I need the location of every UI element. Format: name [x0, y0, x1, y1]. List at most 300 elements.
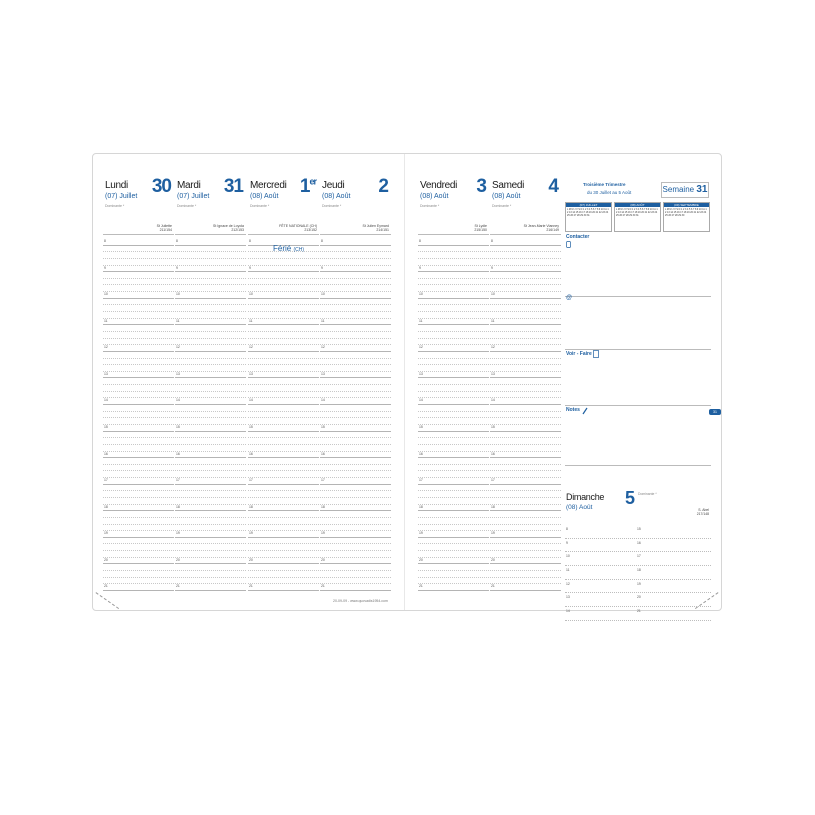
hour-row[interactable]: [320, 398, 391, 405]
hour-row[interactable]: [248, 279, 319, 286]
hour-row[interactable]: [175, 292, 246, 299]
hour-row[interactable]: [490, 518, 561, 525]
hour-row[interactable]: [490, 299, 561, 306]
hour-row[interactable]: [418, 471, 489, 478]
hour-row[interactable]: [248, 285, 319, 292]
hour-row[interactable]: [103, 332, 174, 339]
hour-row[interactable]: [418, 352, 489, 359]
hour-row[interactable]: [418, 538, 489, 545]
hour-row[interactable]: [103, 279, 174, 286]
hour-row[interactable]: [320, 345, 391, 352]
hour-row[interactable]: [418, 332, 489, 339]
hour-row[interactable]: [175, 478, 246, 485]
hour-row[interactable]: [248, 385, 319, 392]
hour-row[interactable]: [103, 518, 174, 525]
hour-row[interactable]: [320, 339, 391, 346]
hour-row[interactable]: [320, 558, 391, 565]
hour-row[interactable]: [175, 458, 246, 465]
hour-row[interactable]: [103, 505, 174, 512]
hour-row[interactable]: [490, 252, 561, 259]
sunday-hour-row[interactable]: [565, 539, 711, 553]
hour-row[interactable]: [490, 531, 561, 538]
hour-row[interactable]: [490, 525, 561, 532]
hour-row[interactable]: [248, 505, 319, 512]
hour-row[interactable]: [103, 498, 174, 505]
hour-row[interactable]: [320, 452, 391, 459]
hour-row[interactable]: [490, 279, 561, 286]
sunday-hour-row[interactable]: [565, 607, 711, 621]
hour-row[interactable]: [175, 551, 246, 558]
hour-row[interactable]: [175, 445, 246, 452]
hour-row[interactable]: [490, 498, 561, 505]
hour-row[interactable]: [418, 564, 489, 571]
hour-row[interactable]: [248, 465, 319, 472]
hour-row[interactable]: [103, 339, 174, 346]
hour-row[interactable]: [320, 531, 391, 538]
hour-row[interactable]: [175, 405, 246, 412]
hour-row[interactable]: [103, 538, 174, 545]
hour-row[interactable]: [103, 418, 174, 425]
hour-row[interactable]: [320, 392, 391, 399]
hour-row[interactable]: [175, 465, 246, 472]
hour-row[interactable]: [175, 425, 246, 432]
hour-row[interactable]: [490, 312, 561, 319]
hour-row[interactable]: [418, 558, 489, 565]
hour-row[interactable]: [490, 445, 561, 452]
hour-row[interactable]: [418, 392, 489, 399]
hour-row[interactable]: [175, 511, 246, 518]
hour-row[interactable]: [320, 478, 391, 485]
hour-row[interactable]: [320, 584, 391, 591]
hour-row[interactable]: [248, 259, 319, 266]
hour-row[interactable]: [418, 339, 489, 346]
hour-row[interactable]: [103, 252, 174, 259]
hour-row[interactable]: [103, 312, 174, 319]
hour-row[interactable]: [248, 418, 319, 425]
hour-row[interactable]: [248, 551, 319, 558]
hour-row[interactable]: [490, 239, 561, 246]
hour-row[interactable]: [103, 458, 174, 465]
hour-row[interactable]: [103, 584, 174, 591]
hour-row[interactable]: [103, 405, 174, 412]
hour-row[interactable]: [418, 292, 489, 299]
hour-row[interactable]: [103, 478, 174, 485]
hour-row[interactable]: [418, 478, 489, 485]
hour-row[interactable]: [248, 478, 319, 485]
hour-row[interactable]: [175, 259, 246, 266]
hour-row[interactable]: [490, 385, 561, 392]
hour-row[interactable]: [490, 405, 561, 412]
hour-row[interactable]: [320, 266, 391, 273]
sunday-hour-row[interactable]: [565, 593, 711, 607]
hour-row[interactable]: [248, 339, 319, 346]
hour-row[interactable]: [103, 432, 174, 439]
hour-row[interactable]: [248, 398, 319, 405]
hour-row[interactable]: [175, 392, 246, 399]
hour-row[interactable]: [320, 511, 391, 518]
hour-row[interactable]: [490, 438, 561, 445]
hour-row[interactable]: [103, 558, 174, 565]
hour-row[interactable]: [418, 445, 489, 452]
hour-row[interactable]: [418, 279, 489, 286]
hour-row[interactable]: [248, 345, 319, 352]
hour-row[interactable]: [490, 558, 561, 565]
hour-row[interactable]: [175, 452, 246, 459]
hour-row[interactable]: [103, 465, 174, 472]
hour-row[interactable]: [490, 339, 561, 346]
hour-row[interactable]: [490, 471, 561, 478]
hour-row[interactable]: [418, 544, 489, 551]
hour-row[interactable]: [248, 584, 319, 591]
hour-row[interactable]: [175, 266, 246, 273]
hour-row[interactable]: [490, 352, 561, 359]
hour-row[interactable]: [248, 458, 319, 465]
hour-row[interactable]: [490, 505, 561, 512]
hour-row[interactable]: [175, 339, 246, 346]
hour-row[interactable]: [175, 578, 246, 585]
hour-row[interactable]: [418, 485, 489, 492]
hour-row[interactable]: [418, 438, 489, 445]
hour-row[interactable]: [490, 578, 561, 585]
hour-row[interactable]: [320, 239, 391, 246]
hour-row[interactable]: [248, 332, 319, 339]
hour-row[interactable]: [248, 471, 319, 478]
hour-row[interactable]: [175, 571, 246, 578]
sunday-hour-row[interactable]: [565, 552, 711, 566]
hour-row[interactable]: [175, 432, 246, 439]
hour-row[interactable]: [103, 511, 174, 518]
hour-row[interactable]: [103, 571, 174, 578]
hour-row[interactable]: [175, 378, 246, 385]
hour-row[interactable]: [418, 518, 489, 525]
hour-row[interactable]: [490, 538, 561, 545]
hour-row[interactable]: [320, 465, 391, 472]
hour-row[interactable]: [320, 425, 391, 432]
hour-row[interactable]: [490, 272, 561, 279]
hour-row[interactable]: [248, 352, 319, 359]
hour-row[interactable]: [418, 425, 489, 432]
hour-row[interactable]: [490, 378, 561, 385]
hour-row[interactable]: [103, 551, 174, 558]
hour-row[interactable]: [175, 285, 246, 292]
hour-row[interactable]: [103, 272, 174, 279]
hour-row[interactable]: [103, 372, 174, 379]
hour-row[interactable]: [248, 325, 319, 332]
hour-row[interactable]: [175, 491, 246, 498]
hour-row[interactable]: [490, 412, 561, 419]
hour-row[interactable]: [175, 352, 246, 359]
hour-row[interactable]: [320, 498, 391, 505]
hour-row[interactable]: [248, 312, 319, 319]
hour-row[interactable]: [418, 259, 489, 266]
hour-row[interactable]: [175, 385, 246, 392]
week-tab[interactable]: 31: [709, 409, 721, 415]
hour-row[interactable]: [490, 418, 561, 425]
hour-row[interactable]: [103, 525, 174, 532]
hour-row[interactable]: [103, 398, 174, 405]
hour-row[interactable]: [320, 505, 391, 512]
hour-row[interactable]: [320, 551, 391, 558]
hour-row[interactable]: [248, 292, 319, 299]
hour-row[interactable]: [320, 365, 391, 372]
hour-row[interactable]: [103, 491, 174, 498]
hour-row[interactable]: [320, 578, 391, 585]
hour-row[interactable]: [248, 485, 319, 492]
hour-row[interactable]: [490, 564, 561, 571]
hour-row[interactable]: [320, 359, 391, 366]
hour-row[interactable]: [490, 305, 561, 312]
hour-row[interactable]: [103, 325, 174, 332]
hour-row[interactable]: [248, 452, 319, 459]
hour-row[interactable]: [175, 246, 246, 253]
hour-row[interactable]: [418, 491, 489, 498]
hour-row[interactable]: [175, 544, 246, 551]
hour-row[interactable]: [248, 544, 319, 551]
hour-row[interactable]: [320, 305, 391, 312]
hour-row[interactable]: [320, 445, 391, 452]
hour-row[interactable]: [320, 525, 391, 532]
hour-row[interactable]: [175, 332, 246, 339]
hour-row[interactable]: [248, 432, 319, 439]
hour-row[interactable]: [103, 412, 174, 419]
hour-row[interactable]: [418, 246, 489, 253]
hour-row[interactable]: [248, 305, 319, 312]
hour-row[interactable]: [248, 491, 319, 498]
hour-row[interactable]: [248, 498, 319, 505]
hour-row[interactable]: [418, 266, 489, 273]
hour-row[interactable]: [175, 325, 246, 332]
hour-row[interactable]: [490, 584, 561, 591]
hour-row[interactable]: [175, 518, 246, 525]
hour-row[interactable]: [320, 332, 391, 339]
hour-row[interactable]: [103, 259, 174, 266]
hour-row[interactable]: [490, 465, 561, 472]
hour-row[interactable]: [418, 359, 489, 366]
hour-row[interactable]: [248, 558, 319, 565]
hour-row[interactable]: [103, 246, 174, 253]
hour-row[interactable]: [103, 345, 174, 352]
hour-row[interactable]: [103, 438, 174, 445]
hour-row[interactable]: [175, 319, 246, 326]
hour-row[interactable]: [490, 425, 561, 432]
hour-row[interactable]: [490, 259, 561, 266]
hour-row[interactable]: [103, 392, 174, 399]
hour-row[interactable]: [418, 498, 489, 505]
hour-row[interactable]: [418, 412, 489, 419]
hour-row[interactable]: [418, 465, 489, 472]
hour-row[interactable]: [103, 471, 174, 478]
hour-row[interactable]: [175, 538, 246, 545]
hour-row[interactable]: [248, 511, 319, 518]
hour-row[interactable]: [320, 325, 391, 332]
hour-row[interactable]: [248, 319, 319, 326]
hour-row[interactable]: [418, 312, 489, 319]
hour-row[interactable]: [175, 305, 246, 312]
hour-row[interactable]: [490, 478, 561, 485]
hour-row[interactable]: [320, 485, 391, 492]
hour-row[interactable]: [320, 432, 391, 439]
hour-row[interactable]: [490, 285, 561, 292]
hour-row[interactable]: [320, 285, 391, 292]
hour-row[interactable]: [320, 292, 391, 299]
hour-row[interactable]: [103, 319, 174, 326]
sunday-hour-row[interactable]: [565, 525, 711, 539]
hour-row[interactable]: [175, 345, 246, 352]
hour-row[interactable]: [490, 359, 561, 366]
hour-row[interactable]: [175, 525, 246, 532]
hour-row[interactable]: [248, 299, 319, 306]
hour-row[interactable]: [175, 558, 246, 565]
hour-row[interactable]: [103, 531, 174, 538]
hour-row[interactable]: [103, 485, 174, 492]
hour-row[interactable]: [418, 452, 489, 459]
hour-row[interactable]: [103, 578, 174, 585]
hour-row[interactable]: [248, 525, 319, 532]
hour-row[interactable]: [175, 312, 246, 319]
hour-row[interactable]: [320, 438, 391, 445]
hour-row[interactable]: [248, 564, 319, 571]
hour-row[interactable]: [175, 272, 246, 279]
hour-row[interactable]: [490, 571, 561, 578]
hour-row[interactable]: [248, 571, 319, 578]
hour-row[interactable]: [103, 299, 174, 306]
hour-row[interactable]: [320, 458, 391, 465]
hour-row[interactable]: [248, 365, 319, 372]
hour-row[interactable]: [175, 531, 246, 538]
hour-row[interactable]: [175, 505, 246, 512]
hour-row[interactable]: [175, 412, 246, 419]
hour-row[interactable]: [103, 239, 174, 246]
hour-row[interactable]: [490, 325, 561, 332]
hour-row[interactable]: [320, 299, 391, 306]
hour-row[interactable]: [490, 511, 561, 518]
hour-row[interactable]: [418, 385, 489, 392]
hour-row[interactable]: [320, 378, 391, 385]
sunday-hour-row[interactable]: [565, 566, 711, 580]
hour-row[interactable]: [175, 438, 246, 445]
hour-row[interactable]: [490, 332, 561, 339]
hour-row[interactable]: [103, 292, 174, 299]
hour-row[interactable]: [103, 359, 174, 366]
hour-row[interactable]: [320, 405, 391, 412]
hour-row[interactable]: [103, 365, 174, 372]
hour-row[interactable]: [175, 365, 246, 372]
hour-row[interactable]: [175, 372, 246, 379]
hour-row[interactable]: [490, 292, 561, 299]
hour-row[interactable]: [175, 239, 246, 246]
hour-row[interactable]: [175, 471, 246, 478]
hour-row[interactable]: [320, 471, 391, 478]
hour-row[interactable]: [490, 246, 561, 253]
hour-row[interactable]: [490, 345, 561, 352]
hour-row[interactable]: [320, 544, 391, 551]
hour-row[interactable]: [320, 491, 391, 498]
hour-row[interactable]: [490, 372, 561, 379]
hour-row[interactable]: [320, 571, 391, 578]
hour-row[interactable]: [418, 365, 489, 372]
hour-row[interactable]: [418, 325, 489, 332]
hour-row[interactable]: [418, 525, 489, 532]
hour-row[interactable]: [418, 432, 489, 439]
hour-row[interactable]: [248, 405, 319, 412]
sunday-hour-row[interactable]: [565, 580, 711, 594]
hour-row[interactable]: [320, 259, 391, 266]
hour-row[interactable]: [103, 266, 174, 273]
hour-row[interactable]: [320, 564, 391, 571]
hour-row[interactable]: [248, 359, 319, 366]
hour-row[interactable]: [248, 412, 319, 419]
hour-row[interactable]: [490, 432, 561, 439]
hour-row[interactable]: [490, 452, 561, 459]
hour-row[interactable]: [103, 285, 174, 292]
hour-row[interactable]: [418, 319, 489, 326]
hour-row[interactable]: [418, 398, 489, 405]
hour-row[interactable]: [418, 505, 489, 512]
hour-row[interactable]: [490, 544, 561, 551]
hour-row[interactable]: [320, 312, 391, 319]
hour-row[interactable]: [103, 544, 174, 551]
hour-row[interactable]: [248, 252, 319, 259]
hour-row[interactable]: [103, 564, 174, 571]
hour-row[interactable]: [175, 485, 246, 492]
hour-row[interactable]: [248, 518, 319, 525]
hour-row[interactable]: [320, 246, 391, 253]
hour-row[interactable]: [103, 425, 174, 432]
hour-row[interactable]: [248, 531, 319, 538]
hour-row[interactable]: [103, 352, 174, 359]
hour-row[interactable]: [418, 405, 489, 412]
hour-row[interactable]: [248, 266, 319, 273]
hour-row[interactable]: [175, 584, 246, 591]
hour-row[interactable]: [418, 531, 489, 538]
hour-row[interactable]: [320, 538, 391, 545]
hour-row[interactable]: [418, 551, 489, 558]
hour-row[interactable]: [103, 385, 174, 392]
hour-row[interactable]: [490, 458, 561, 465]
hour-row[interactable]: [418, 239, 489, 246]
hour-row[interactable]: [248, 372, 319, 379]
hour-row[interactable]: [418, 578, 489, 585]
hour-row[interactable]: [320, 518, 391, 525]
hour-row[interactable]: [175, 252, 246, 259]
hour-row[interactable]: [490, 365, 561, 372]
hour-row[interactable]: [490, 266, 561, 273]
hour-row[interactable]: [248, 438, 319, 445]
hour-row[interactable]: [320, 412, 391, 419]
hour-row[interactable]: [418, 299, 489, 306]
hour-row[interactable]: [490, 398, 561, 405]
hour-row[interactable]: [320, 352, 391, 359]
hour-row[interactable]: [490, 392, 561, 399]
hour-row[interactable]: [175, 359, 246, 366]
hour-row[interactable]: [418, 345, 489, 352]
hour-row[interactable]: [490, 319, 561, 326]
hour-row[interactable]: [248, 378, 319, 385]
hour-row[interactable]: [248, 272, 319, 279]
hour-row[interactable]: [490, 485, 561, 492]
hour-row[interactable]: [320, 252, 391, 259]
hour-row[interactable]: [103, 305, 174, 312]
hour-row[interactable]: [320, 385, 391, 392]
hour-row[interactable]: [248, 445, 319, 452]
hour-row[interactable]: [418, 458, 489, 465]
hour-row[interactable]: [418, 285, 489, 292]
hour-row[interactable]: [175, 564, 246, 571]
hour-row[interactable]: [248, 538, 319, 545]
hour-row[interactable]: [418, 305, 489, 312]
hour-row[interactable]: [103, 378, 174, 385]
hour-row[interactable]: [490, 491, 561, 498]
